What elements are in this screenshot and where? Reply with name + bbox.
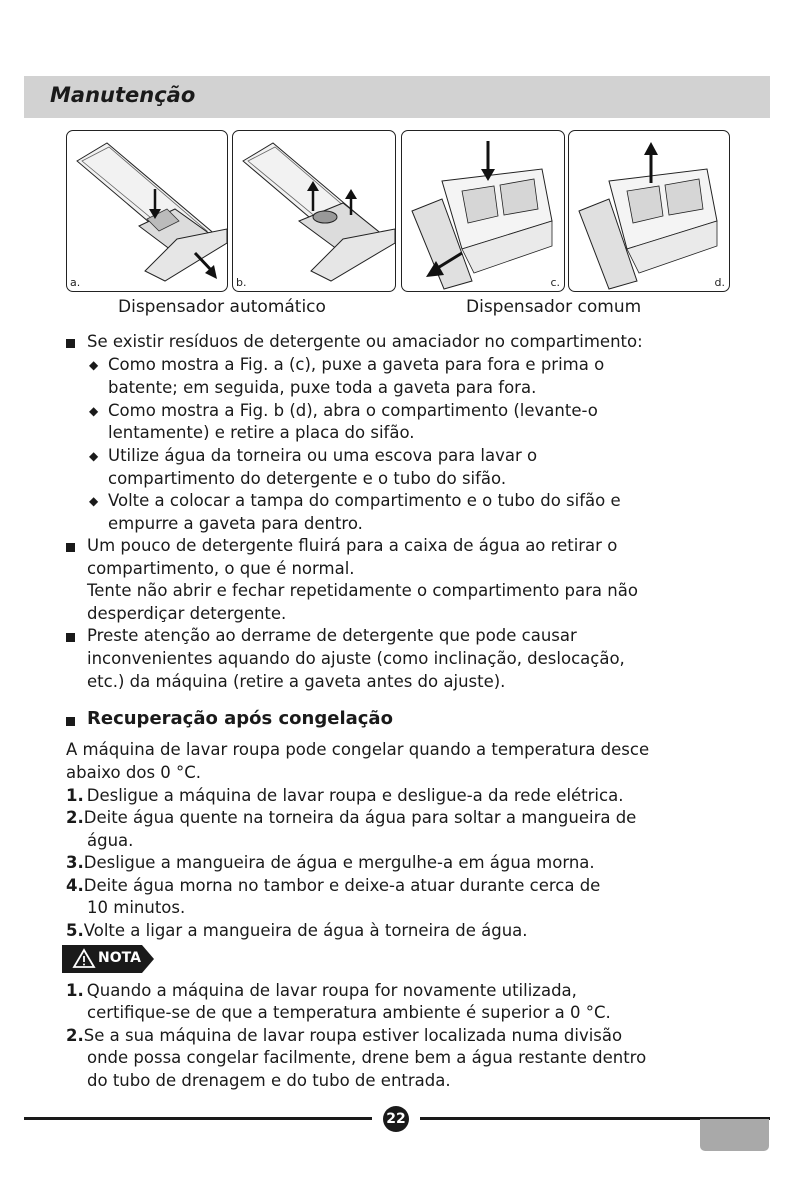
bullet-2-line-3: Tente não abrir e fechar repetidamente o compartimento para não [87,581,638,600]
sub-bullet-2-line-2: lentamente) e retire a placa do sifão. [108,423,415,442]
bullet-3-line-3: etc.) da máquina (retire a gaveta antes do ajuste). [87,672,506,691]
diamond-bullet-icon: ◆ [89,358,99,372]
bullet-3-line-1: Preste atenção ao derrame de detergente que pode causar [87,626,577,645]
figure-label-c: c. [550,276,560,289]
page-edge-tab [700,1119,769,1151]
recovery-intro-line-2: abaixo dos 0 °C. [66,763,202,782]
figure-c [401,130,565,292]
diamond-bullet-icon: ◆ [89,494,99,508]
diamond-bullet-icon: ◆ [89,404,99,418]
section-heading-recovery: Recuperação após congelação [87,708,393,729]
diamond-bullet-icon: ◆ [89,449,99,463]
recovery-step-4-cont: 10 minutos. [87,898,186,917]
bullet-square-icon [66,633,75,642]
recovery-step-5: 5.Volte a ligar a mangueira de água à torneira de água. [66,921,528,940]
bullet-2-line-4: desperdiçar detergente. [87,604,287,623]
recovery-step-2-cont: água. [87,831,134,850]
recovery-intro-line-1: A máquina de lavar roupa pode congelar quando a temperatura desce [66,740,650,759]
recovery-step-4: 4.Deite água morna no tambor e deixe-a atuar durante cerca de [66,876,601,895]
figure-label-d: d. [714,276,725,289]
note-badge [62,945,154,973]
note-item-2-cont-1: onde possa congelar facilmente, drene bem a água restante dentro [87,1048,647,1067]
sub-bullet-2-line-1: Como mostra a Fig. b (d), abra o compartimento (levante-o [108,401,598,420]
sub-bullet-3-line-2: compartimento do detergente e o tubo do sifão. [108,469,507,488]
note-item-1-cont: certifique-se de que a temperatura ambiente é superior a 0 °C. [87,1003,611,1022]
recovery-step-1: 1. Desligue a máquina de lavar roupa e desligue-a da rede elétrica. [66,786,624,805]
page-number: 22 [383,1106,409,1132]
recovery-step-2: 2.Deite água quente na torneira da água para soltar a mangueira de [66,808,637,827]
page-title: Manutenção [50,83,196,107]
sub-bullet-1-line-1: Como mostra a Fig. a (c), puxe a gaveta para fora e prima o [108,355,605,374]
section-header [24,76,770,118]
bullet-square-icon [66,339,75,348]
figure-d [568,130,730,292]
bullet-square-icon [66,717,75,726]
footer-rule-left [24,1117,372,1120]
sub-bullet-1-line-2: batente; em seguida, puxe toda a gaveta para fora. [108,378,537,397]
sub-bullet-4-line-2: empurre a gaveta para dentro. [108,514,363,533]
figure-label-a: a. [70,276,81,289]
caption-auto-dispenser: Dispensador automático [118,297,326,317]
recovery-step-3: 3.Desligue a mangueira de água e mergulhe-a em água morna. [66,853,595,872]
figure-a [66,130,228,292]
bullet-square-icon [66,543,75,552]
bullet-2-line-2: compartimento, o que é normal. [87,559,355,578]
figure-b [232,130,396,292]
sub-bullet-4-line-1: Volte a colocar a tampa do compartimento e o tubo do sifão e [108,491,621,510]
note-item-2: 2.Se a sua máquina de lavar roupa estiver localizada numa divisão [66,1026,623,1045]
figure-label-b: b. [236,276,247,289]
note-item-1: 1. Quando a máquina de lavar roupa for novamente utilizada, [66,981,577,1000]
sub-bullet-3-line-1: Utilize água da torneira ou uma escova para lavar o [108,446,538,465]
bullet-2-line-1: Um pouco de detergente fluirá para a caixa de água ao retirar o [87,536,618,555]
bullet-3-line-2: inconvenientes aquando do ajuste (como inclinação, deslocação, [87,649,625,668]
note-label: NOTA [98,950,141,966]
note-item-2-cont-2: do tubo de drenagem e do tubo de entrada. [87,1071,451,1090]
caption-common-dispenser: Dispensador comum [466,297,642,317]
bullet-residue: Se existir resíduos de detergente ou amaciador no compartimento: [87,332,643,351]
